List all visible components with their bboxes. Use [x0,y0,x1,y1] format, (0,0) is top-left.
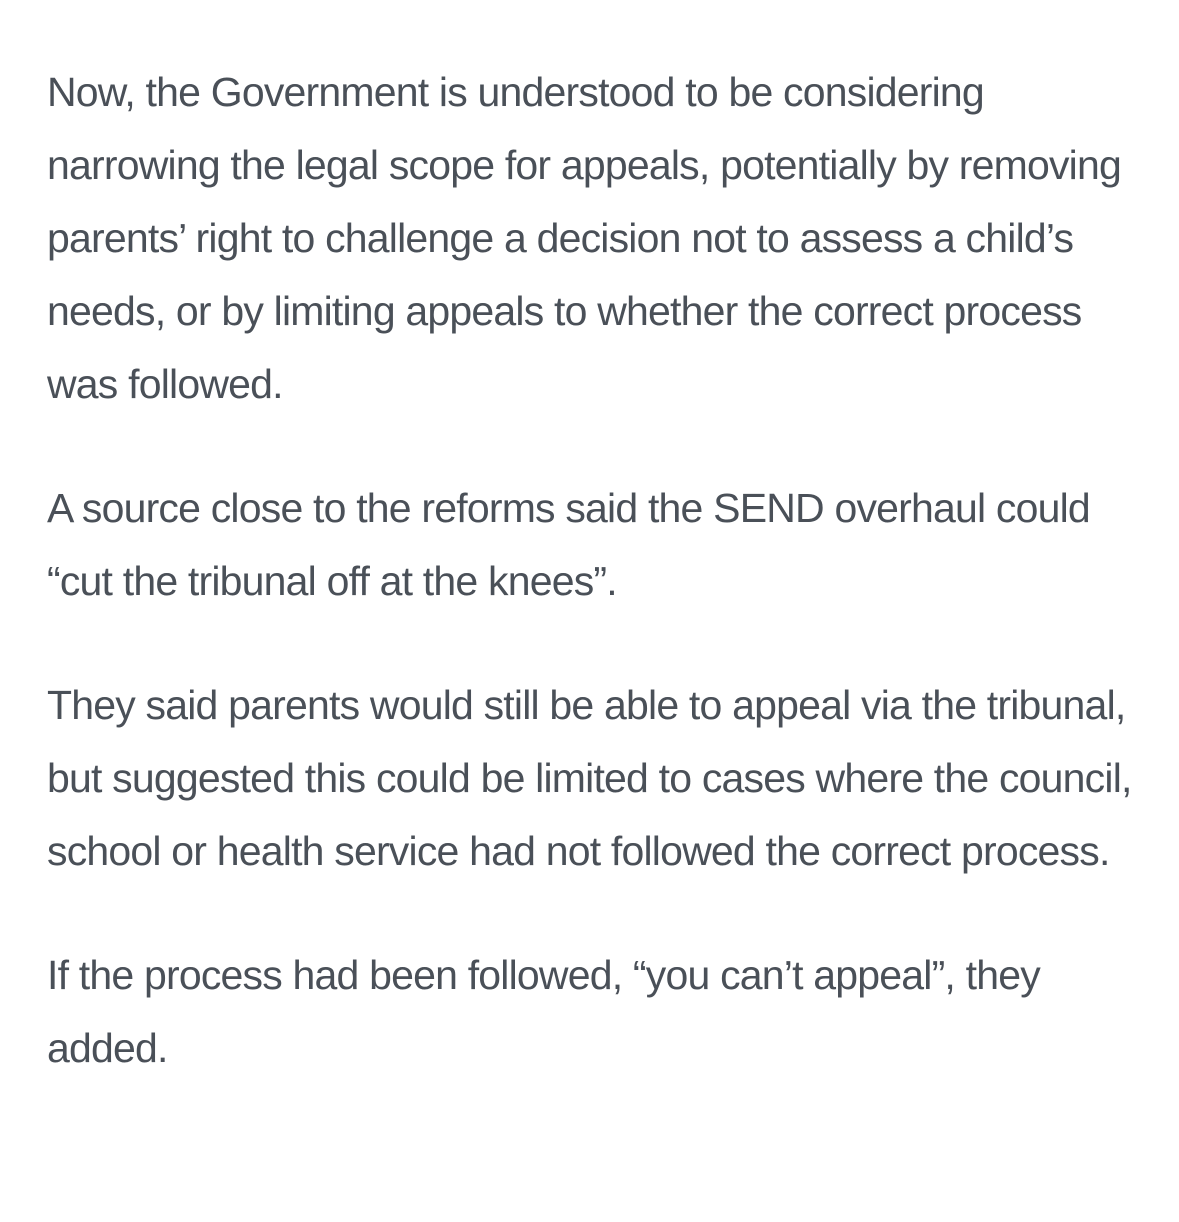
article-paragraph: If the process had been followed, “you can’t appeal”, they added. [47,952,1040,1071]
article-paragraph: Now, the Government is understood to be considering narrowing the legal scope for appeals, potentially by removing parents’ right to challenge a decision not to assess a child’s needs, or by limiting appeals to whether the correct process was followed. [47,69,1121,407]
article-paragraph: A source close to the reforms said the SEND overhaul could “cut the tribunal off at the knees”. [47,485,1090,604]
article-paragraph: They said parents would still be able to appeal via the tribunal, but suggested this could be limited to cases where the council, school or health service had not followed the correct process. [47,682,1132,874]
